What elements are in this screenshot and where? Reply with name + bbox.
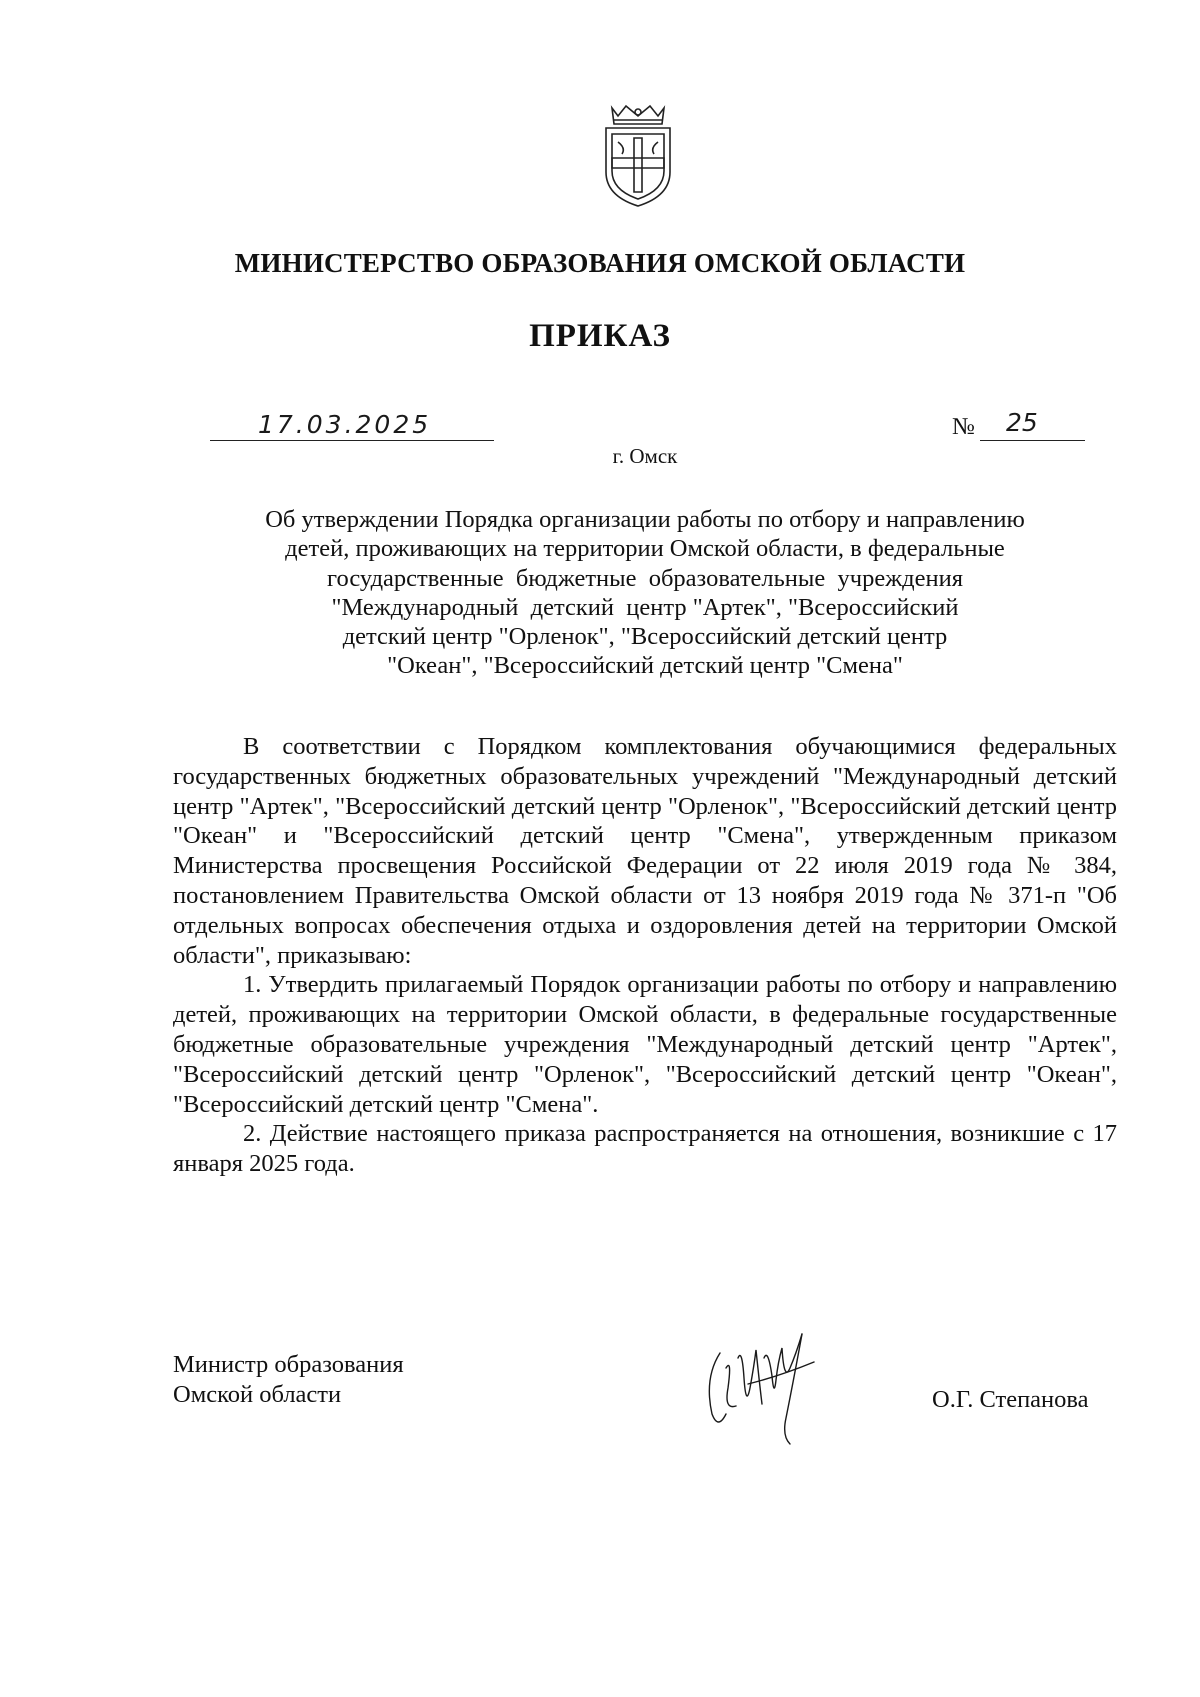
title-line: детей, проживающих на территории Омской области, в федеральные [285, 535, 1005, 563]
title-line: государственные бюджетные образовательные учреждения [327, 564, 963, 592]
signer-position-line: Министр образования [173, 1351, 404, 1378]
coat-of-arms-icon [598, 102, 678, 210]
handwritten-signature [690, 1318, 840, 1450]
title-line: детский центр "Орленок", "Всероссийский детский центр [342, 623, 948, 651]
number-sign: № [952, 414, 975, 440]
date-underline [210, 440, 494, 441]
document-number: 25 [1006, 408, 1038, 437]
document-type: ПРИКАЗ [529, 318, 671, 354]
title-line: "Океан", "Всероссийский детский центр "Смена" [387, 652, 903, 680]
document-city: г. Омск [612, 444, 678, 468]
title-line: "Международный детский центр "Артек", "Всероссийский [331, 593, 959, 621]
order-item-1: 1. Утвердить прилагаемый Порядок организации работы по отбору и направлению детей, проживающих на территории Омской области, в федеральные государственные бюджетные образовательные учреждения "Международный детский центр "Артек", "Всероссийский детский центр "Орленок", "Всероссийский детский центр "Океан", "Всероссийский детский центр "Смена". [173, 971, 1117, 1118]
signer-position [173, 1350, 404, 1410]
ministry-name: МИНИСТЕРСТВО ОБРАЗОВАНИЯ ОМСКОЙ ОБЛАСТИ [234, 248, 966, 278]
number-underline [980, 440, 1085, 441]
preamble-paragraph: В соответствии с Порядком комплектования обучающимися федеральных государственных бюджетных образовательных учреждений "Международный детский центр "Артек", "Всероссийский детский центр "Орленок", "Всероссийский детский центр "Океан" и "Всероссийский детский центр "Смена", утвержденным приказом Министерства просвещения Российской Федерации от 22 июля 2019 года № 384, постановлением Правительства Омской области от 13 ноября 2019 года № 371-п "Об отдельных вопросах обеспечения отдыха и оздоровления детей на территории Омской области", приказываю: [173, 733, 1117, 969]
document-title [200, 505, 1090, 681]
signer-name: О.Г. Степанова [932, 1386, 1089, 1413]
document-date: 17.03.2025 [258, 410, 432, 439]
signer-position-line: Омской области [173, 1381, 342, 1408]
document-body [173, 732, 1117, 1179]
title-line: Об утверждении Порядка организации работы по отбору и направлению [265, 506, 1025, 533]
order-item-2: 2. Действие настоящего приказа распространяется на отношения, возникшие с 17 января 2025 года. [173, 1120, 1117, 1178]
